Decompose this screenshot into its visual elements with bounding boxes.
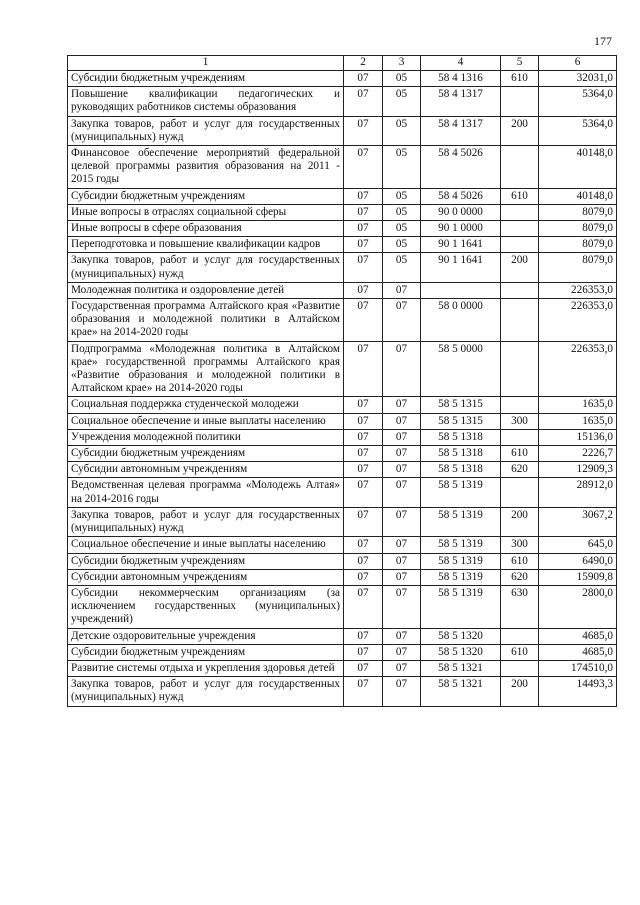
amount: 226353,0 — [539, 282, 617, 298]
table-row — [68, 71, 617, 87]
expense-type-code: 300 — [501, 413, 539, 429]
column-header: 3 — [383, 56, 421, 71]
item-name: Финансовое обеспечение мероприятий федеральной целевой программы развития образования на 2011 - 2015 годы — [68, 146, 344, 189]
item-name: Развитие системы отдыха и укрепления здоровья детей — [68, 660, 344, 676]
item-name: Государственная программа Алтайского края «Развитие образования и молодежной политики в Алтайском крае» на 2014-2020 годы — [68, 299, 344, 342]
subsection-code: 05 — [383, 146, 421, 189]
table-row — [68, 253, 617, 282]
section-code: 07 — [344, 282, 383, 298]
subsection-code: 05 — [383, 221, 421, 237]
amount: 1635,0 — [539, 413, 617, 429]
target-article-code: 58 5 1320 — [421, 628, 501, 644]
expense-type-code: 630 — [501, 585, 539, 628]
amount: 40148,0 — [539, 146, 617, 189]
subsection-code: 07 — [383, 660, 421, 676]
item-name: Переподготовка и повышение квалификации кадров — [68, 237, 344, 253]
target-article-code — [421, 282, 501, 298]
expense-type-code: 620 — [501, 462, 539, 478]
section-code: 07 — [344, 462, 383, 478]
table-row — [68, 644, 617, 660]
item-name: Субсидии некоммерческим организациям (за исключением государственных (муниципальных) учреждений) — [68, 585, 344, 628]
table-row — [68, 221, 617, 237]
section-code: 07 — [344, 146, 383, 189]
item-name: Молодежная политика и оздоровление детей — [68, 282, 344, 298]
item-name: Субсидии бюджетным учреждениям — [68, 644, 344, 660]
column-header: 5 — [501, 56, 539, 71]
target-article-code: 58 5 1321 — [421, 677, 501, 706]
expense-type-code — [501, 221, 539, 237]
section-code: 07 — [344, 585, 383, 628]
section-code: 07 — [344, 299, 383, 342]
item-name: Субсидии бюджетным учреждениям — [68, 446, 344, 462]
section-code: 07 — [344, 537, 383, 553]
expense-type-code: 610 — [501, 553, 539, 569]
target-article-code: 58 5 1319 — [421, 553, 501, 569]
expense-type-code — [501, 478, 539, 507]
subsection-code: 07 — [383, 429, 421, 445]
expense-type-code: 200 — [501, 677, 539, 706]
target-article-code: 58 5 1315 — [421, 413, 501, 429]
table-row — [68, 553, 617, 569]
section-code: 07 — [344, 413, 383, 429]
amount: 645,0 — [539, 537, 617, 553]
target-article-code: 58 5 1318 — [421, 446, 501, 462]
section-code: 07 — [344, 644, 383, 660]
expense-type-code — [501, 237, 539, 253]
page-number: 177 — [594, 34, 612, 48]
table-row — [68, 188, 617, 204]
item-name: Закупка товаров, работ и услуг для государственных (муниципальных) нужд — [68, 507, 344, 536]
table-row — [68, 429, 617, 445]
expense-type-code — [501, 628, 539, 644]
target-article-code: 58 0 0000 — [421, 299, 501, 342]
subsection-code: 07 — [383, 628, 421, 644]
section-code: 07 — [344, 237, 383, 253]
target-article-code: 58 5 1315 — [421, 397, 501, 413]
item-name: Социальное обеспечение и иные выплаты населению — [68, 537, 344, 553]
table-row — [68, 282, 617, 298]
expense-type-code — [501, 87, 539, 116]
target-article-code: 58 5 1318 — [421, 429, 501, 445]
table-row — [68, 397, 617, 413]
table-row — [68, 677, 617, 706]
subsection-code: 05 — [383, 116, 421, 145]
amount: 15136,0 — [539, 429, 617, 445]
section-code: 07 — [344, 553, 383, 569]
item-name: Субсидии бюджетным учреждениям — [68, 71, 344, 87]
target-article-code: 58 5 1320 — [421, 644, 501, 660]
table-row — [68, 87, 617, 116]
target-article-code: 90 0 0000 — [421, 204, 501, 220]
subsection-code: 07 — [383, 507, 421, 536]
subsection-code: 05 — [383, 237, 421, 253]
subsection-code: 07 — [383, 446, 421, 462]
amount: 226353,0 — [539, 341, 617, 397]
target-article-code: 90 1 0000 — [421, 221, 501, 237]
target-article-code: 58 5 1319 — [421, 569, 501, 585]
item-name: Иные вопросы в сфере образования — [68, 221, 344, 237]
target-article-code: 58 5 1318 — [421, 462, 501, 478]
item-name: Закупка товаров, работ и услуг для государственных (муниципальных) нужд — [68, 116, 344, 145]
table-row — [68, 237, 617, 253]
target-article-code: 58 4 1317 — [421, 116, 501, 145]
subsection-code: 07 — [383, 462, 421, 478]
subsection-code: 07 — [383, 413, 421, 429]
item-name: Закупка товаров, работ и услуг для государственных (муниципальных) нужд — [68, 253, 344, 282]
table-row — [68, 537, 617, 553]
table-row — [68, 478, 617, 507]
section-code: 07 — [344, 569, 383, 585]
amount: 6490,0 — [539, 553, 617, 569]
target-article-code: 58 5 1319 — [421, 507, 501, 536]
amount: 8079,0 — [539, 237, 617, 253]
target-article-code: 58 4 1317 — [421, 87, 501, 116]
table-row — [68, 299, 617, 342]
table-row — [68, 116, 617, 145]
item-name: Ведомственная целевая программа «Молодежь Алтая» на 2014-2016 годы — [68, 478, 344, 507]
subsection-code: 07 — [383, 585, 421, 628]
expense-type-code: 200 — [501, 507, 539, 536]
expense-type-code: 620 — [501, 569, 539, 585]
header-row — [68, 56, 617, 71]
expense-type-code: 610 — [501, 446, 539, 462]
item-name: Субсидии бюджетным учреждениям — [68, 553, 344, 569]
table-row — [68, 660, 617, 676]
subsection-code: 05 — [383, 253, 421, 282]
target-article-code: 58 5 1319 — [421, 478, 501, 507]
subsection-code: 05 — [383, 188, 421, 204]
column-header: 6 — [539, 56, 617, 71]
item-name: Закупка товаров, работ и услуг для государственных (муниципальных) нужд — [68, 677, 344, 706]
target-article-code: 90 1 1641 — [421, 237, 501, 253]
table-row — [68, 146, 617, 189]
expense-type-code — [501, 341, 539, 397]
amount: 5364,0 — [539, 87, 617, 116]
subsection-code: 07 — [383, 537, 421, 553]
amount: 8079,0 — [539, 253, 617, 282]
expense-type-code — [501, 146, 539, 189]
expense-type-code: 610 — [501, 71, 539, 87]
amount: 28912,0 — [539, 478, 617, 507]
expense-type-code — [501, 429, 539, 445]
target-article-code: 58 5 1319 — [421, 585, 501, 628]
item-name: Иные вопросы в отраслях социальной сферы — [68, 204, 344, 220]
table-row — [68, 446, 617, 462]
subsection-code: 05 — [383, 204, 421, 220]
target-article-code: 58 4 1316 — [421, 71, 501, 87]
table-row — [68, 507, 617, 536]
item-name: Социальное обеспечение и иные выплаты населению — [68, 413, 344, 429]
section-code: 07 — [344, 341, 383, 397]
section-code: 07 — [344, 71, 383, 87]
subsection-code: 07 — [383, 644, 421, 660]
section-code: 07 — [344, 221, 383, 237]
amount: 32031,0 — [539, 71, 617, 87]
column-header: 2 — [344, 56, 383, 71]
table-row — [68, 413, 617, 429]
expense-type-code: 300 — [501, 537, 539, 553]
amount: 226353,0 — [539, 299, 617, 342]
subsection-code: 07 — [383, 677, 421, 706]
section-code: 07 — [344, 397, 383, 413]
item-name: Субсидии бюджетным учреждениям — [68, 188, 344, 204]
table-row — [68, 628, 617, 644]
table-row — [68, 204, 617, 220]
expense-type-code — [501, 397, 539, 413]
section-code: 07 — [344, 507, 383, 536]
subsection-code: 07 — [383, 341, 421, 397]
amount: 4685,0 — [539, 644, 617, 660]
amount: 4685,0 — [539, 628, 617, 644]
target-article-code: 90 1 1641 — [421, 253, 501, 282]
amount: 15909,8 — [539, 569, 617, 585]
expense-type-code: 200 — [501, 116, 539, 145]
expense-type-code — [501, 660, 539, 676]
target-article-code: 58 5 0000 — [421, 341, 501, 397]
section-code: 07 — [344, 660, 383, 676]
amount: 8079,0 — [539, 204, 617, 220]
amount: 5364,0 — [539, 116, 617, 145]
section-code: 07 — [344, 204, 383, 220]
expense-type-code: 200 — [501, 253, 539, 282]
subsection-code: 07 — [383, 282, 421, 298]
item-name: Повышение квалификации педагогических и руководящих работников системы образования — [68, 87, 344, 116]
subsection-code: 05 — [383, 71, 421, 87]
column-header: 1 — [68, 56, 344, 71]
section-code: 07 — [344, 87, 383, 116]
column-header: 4 — [421, 56, 501, 71]
section-code: 07 — [344, 429, 383, 445]
table-row — [68, 462, 617, 478]
section-code: 07 — [344, 478, 383, 507]
amount: 2800,0 — [539, 585, 617, 628]
subsection-code: 07 — [383, 299, 421, 342]
section-code: 07 — [344, 628, 383, 644]
item-name: Учреждения молодежной политики — [68, 429, 344, 445]
expense-type-code — [501, 299, 539, 342]
amount: 8079,0 — [539, 221, 617, 237]
amount: 3067,2 — [539, 507, 617, 536]
section-code: 07 — [344, 446, 383, 462]
subsection-code: 07 — [383, 553, 421, 569]
subsection-code: 07 — [383, 569, 421, 585]
table-row — [68, 341, 617, 397]
amount: 12909,3 — [539, 462, 617, 478]
expense-type-code: 610 — [501, 188, 539, 204]
item-name: Подпрограмма «Молодежная политика в Алтайском крае» государственной программы Алтайского края «Развитие образования и молодежной политики в Алтайском крае» на 2014-2020 годы — [68, 341, 344, 397]
subsection-code: 07 — [383, 397, 421, 413]
item-name: Субсидии автономным учреждениям — [68, 462, 344, 478]
section-code: 07 — [344, 677, 383, 706]
item-name: Субсидии автономным учреждениям — [68, 569, 344, 585]
item-name: Социальная поддержка студенческой молодежи — [68, 397, 344, 413]
subsection-code: 05 — [383, 87, 421, 116]
expense-type-code: 610 — [501, 644, 539, 660]
subsection-code: 07 — [383, 478, 421, 507]
target-article-code: 58 4 5026 — [421, 146, 501, 189]
section-code: 07 — [344, 188, 383, 204]
amount: 14493,3 — [539, 677, 617, 706]
amount: 40148,0 — [539, 188, 617, 204]
budget-table — [67, 55, 617, 707]
expense-type-code — [501, 282, 539, 298]
item-name: Детские оздоровительные учреждения — [68, 628, 344, 644]
amount: 174510,0 — [539, 660, 617, 676]
section-code: 07 — [344, 253, 383, 282]
amount: 2226,7 — [539, 446, 617, 462]
section-code: 07 — [344, 116, 383, 145]
target-article-code: 58 5 1321 — [421, 660, 501, 676]
expense-type-code — [501, 204, 539, 220]
target-article-code: 58 5 1319 — [421, 537, 501, 553]
table-row — [68, 569, 617, 585]
table-row — [68, 585, 617, 628]
target-article-code: 58 4 5026 — [421, 188, 501, 204]
amount: 1635,0 — [539, 397, 617, 413]
